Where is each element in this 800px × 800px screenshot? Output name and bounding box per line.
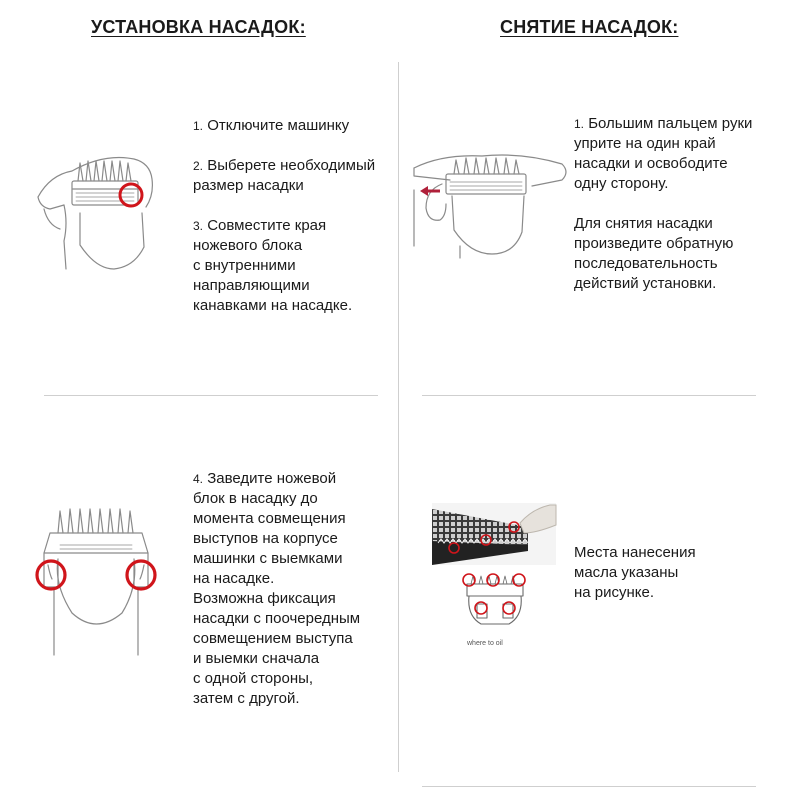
install-steps-text	[193, 116, 393, 336]
oil-caption: where to oil	[467, 640, 503, 647]
install-comb-illustration	[34, 145, 154, 275]
remove-steps-text	[574, 114, 774, 314]
remove-note: Для снятия насадки произведите обратную последовательность действий установки.	[574, 215, 734, 292]
remove-step-1: 1. Большим пальцем руки уприте на один край насадки и освободите одну сторону.	[574, 115, 753, 192]
install-heading: УСТАНОВКА НАСАДОК:	[91, 17, 306, 37]
oil-photo	[432, 503, 556, 565]
arrow-left-icon	[420, 186, 440, 196]
divider-right-bottom	[422, 786, 756, 787]
remove-comb-illustration	[412, 150, 572, 270]
oil-diagram	[455, 570, 535, 642]
install-step-2: 2. Выберете необходимый размер насадки	[193, 157, 376, 194]
install-step-3: 3. Совместите края ножевого блока с внутренними направляющими канавками на насадке.	[193, 217, 353, 314]
center-divider	[398, 62, 399, 772]
divider-left-middle	[44, 395, 378, 396]
blade-alignment-illustration	[30, 505, 170, 655]
oil-text: Места нанесения масла указаны на рисунке.	[574, 544, 696, 601]
highlight-ring	[120, 184, 142, 206]
remove-heading: СНЯТИЕ НАСАДОК:	[500, 17, 679, 37]
divider-right-middle	[422, 395, 756, 396]
install-step-1: 1. Отключите машинку	[193, 117, 350, 134]
install-step-4: 4. Заведите ножевой блок в насадку до момента совмещения выступов на корпусе машинки с выемками на насадке. Возможна фиксация насадки с поочередным совмещением выступа и выемки сначала с одной стороны, затем с другой.	[193, 470, 361, 707]
